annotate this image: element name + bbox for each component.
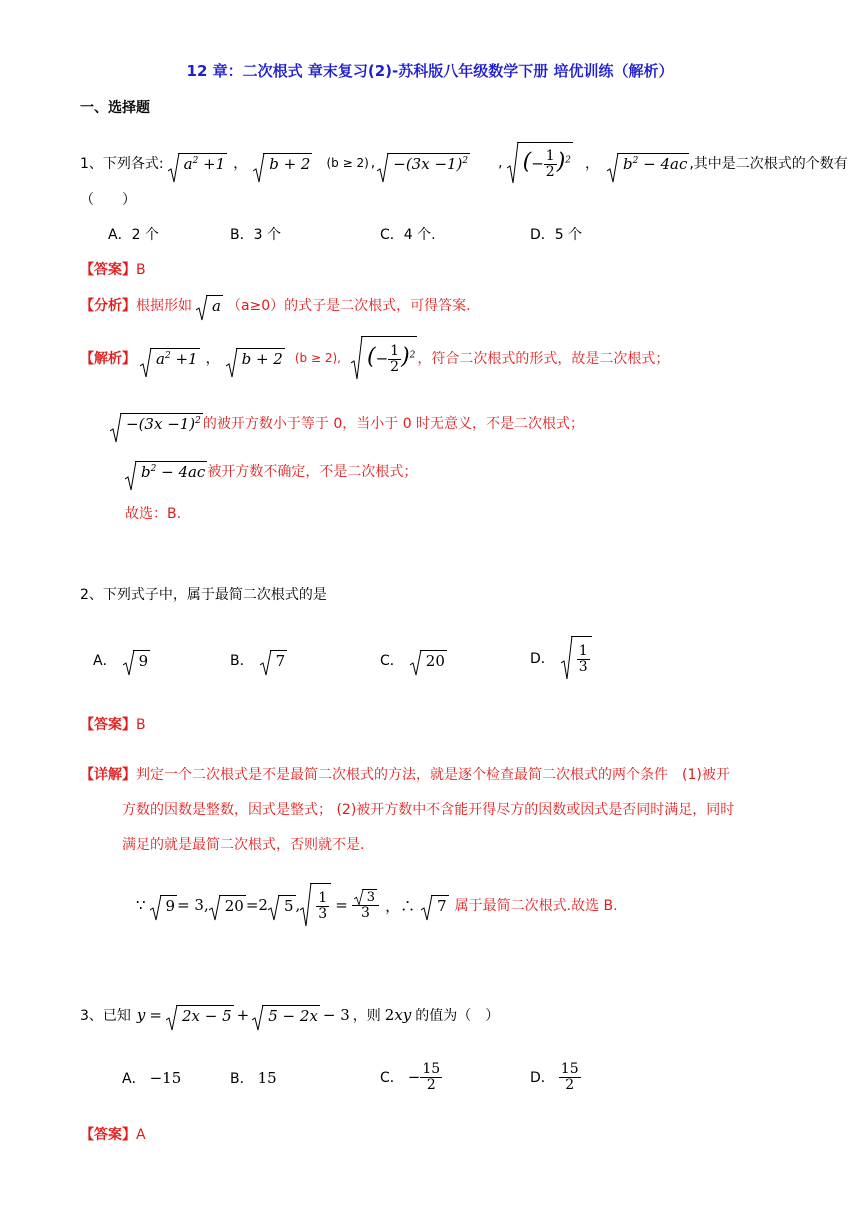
- fraction-15-over-2: $\frac{15}{2}$: [560, 1060, 579, 1093]
- option-label: D．: [530, 651, 555, 667]
- q3-answer: [80, 1124, 146, 1144]
- answer-value: A: [136, 1127, 146, 1143]
- q1-option-d[interactable]: D．5 个: [530, 227, 583, 243]
- solution-cond-b: (b ≥ 2),: [294, 351, 341, 365]
- q3-option-b[interactable]: [230, 1068, 277, 1088]
- sqrt-b2-4ac: $b^2 - 4ac$: [125, 461, 207, 481]
- analysis-tag: 【分析】: [80, 298, 136, 314]
- analysis-text-post: （a≥0）的式子是二次根式，可得答案.: [226, 298, 471, 314]
- sqrt-neg-3x-1-sq: $-(3x -1)^2$: [110, 413, 203, 433]
- option-value: 15: [257, 1069, 277, 1087]
- solution-text-2: 的被开方数小于等于 0，当小于 0 时无意义，不是二次根式；: [202, 416, 585, 432]
- sqrt-5-minus-2x: 5 − 2x: [252, 1005, 320, 1025]
- q1-prefix: 1、下列各式:: [80, 156, 164, 172]
- sqrt-a: a: [196, 295, 223, 315]
- sqrt-5: 5: [268, 895, 296, 915]
- detail-text-1: 判定一个二次根式是不是最简二次根式的方法，就是逐个检查最简二次根式的两个条件 (1)被开: [136, 767, 730, 783]
- answer-value: B: [136, 717, 146, 733]
- sqrt-b-plus-2: b + 2: [226, 348, 285, 368]
- q1-solution-line-3: [125, 458, 417, 484]
- option-label: B．: [230, 1071, 254, 1087]
- q1-solution-line-2: [110, 410, 584, 436]
- q2-option-c[interactable]: [380, 647, 447, 673]
- option-value: −15: [149, 1069, 182, 1087]
- sqrt-9: 9: [150, 895, 178, 915]
- sqrt-neg-half-sq: (− $\frac{1}{2}$ )$^2$: [507, 142, 573, 184]
- q1-solution: 【解析】 $a^2 +1$ ， b + 2 (b ≥ 2), (− $\frac{1}{2}$ )$^2$ ，符合二次根式的形式，故是二次根式；: [80, 336, 669, 380]
- because-symbol: ∵: [136, 896, 146, 914]
- sqrt-one-third: $\frac{1}{3}$: [561, 636, 592, 680]
- sqrt-b2-4ac: $b^2 - 4ac$: [607, 153, 689, 173]
- solution-text-3: 被开方数不确定，不是二次根式；: [207, 464, 418, 480]
- q2-option-a[interactable]: [93, 647, 150, 673]
- q1-cond-b: (b ≥ 2): [326, 156, 369, 170]
- q2-detail-line-2: 方数的因数是整数，因式是整式； (2)被开方数中不含能开得尽方的因数或因式是否同时满足，同时: [122, 802, 735, 818]
- sqrt-a2-plus-1: $a^2 +1$: [168, 153, 228, 173]
- answer-tag: 【答案】: [80, 1127, 136, 1143]
- option-label: C．: [380, 1070, 404, 1086]
- option-label: B．: [230, 653, 254, 669]
- q2-answer: [80, 714, 146, 734]
- q2-detail-line-4: ∵ 9 = 3, 20 =2 5 , $\frac{1}{3}$ = $\frac{3}{3}$ ，∴ 7 属于最简二次根式.故选 B.: [136, 882, 618, 928]
- q3-stem-mid: ，则: [352, 1008, 381, 1024]
- q3-option-c[interactable]: C． − $\frac{15}{2}$: [380, 1060, 441, 1093]
- answer-value: B: [136, 262, 146, 278]
- option-label: A．: [122, 1071, 146, 1087]
- sqrt-a2-plus-1: $a^2 +1$: [140, 348, 200, 368]
- q1-answer: [80, 259, 146, 279]
- sqrt-20: 20: [209, 895, 246, 915]
- sqrt-7: 7: [260, 650, 288, 670]
- sqrt-neg-half-sq: (− $\frac{1}{2}$ )$^2$: [351, 336, 417, 380]
- question-1-stem: 1、下列各式: $a^2 +1$ ， b + 2 (b ≥ 2) , $-(3x -1)^2$ , (− $\frac{1}{2}$ )$^2$ ， $b^2 - 4ac$ ,其中是二次根式的个数有: [80, 142, 848, 184]
- q3-stem-pre: 3、已知: [80, 1008, 131, 1024]
- q3-stem-post: 的值为（ ）: [415, 1008, 500, 1024]
- q3-option-d[interactable]: [530, 1055, 581, 1099]
- solution-line-1: ，符合二次根式的形式，故是二次根式；: [417, 351, 670, 367]
- q1-paren: （ ）: [80, 192, 136, 208]
- detail-tag: 【详解】: [80, 767, 136, 783]
- sqrt-b-plus-2: b + 2: [253, 153, 312, 173]
- question-2-stem: 2、下列式子中，属于最简二次根式的是: [80, 587, 327, 603]
- question-3-stem: 3、已知 y = 2x − 5 + 5 − 2x − 3 ，则 2 xy 的值为（ ）: [80, 1000, 499, 1030]
- detail-text-4: 属于最简二次根式.故选 B.: [454, 898, 618, 914]
- sqrt-7: 7: [421, 895, 449, 915]
- q1-option-c[interactable]: C．4 个.: [380, 227, 436, 243]
- q1-suffix: ,其中是二次根式的个数有: [689, 156, 848, 172]
- option-label: A．: [93, 653, 117, 669]
- sqrt3-over-3: $\frac{3}{3}$: [352, 889, 379, 921]
- section-heading: 一、选择题: [80, 100, 150, 116]
- q2-detail-line-3: 满足的就是最简二次根式，否则就不是.: [122, 837, 365, 853]
- q2-option-d[interactable]: [530, 636, 592, 680]
- sqrt-2x-minus-5: 2x − 5: [166, 1005, 234, 1025]
- q1-solution-line-4: 故选：B.: [125, 506, 182, 522]
- option-label: D．: [530, 1070, 555, 1086]
- sqrt-neg-3x-1-sq: $-(3x -1)^2$: [377, 153, 470, 173]
- q1-option-b[interactable]: B．3 个: [230, 227, 281, 243]
- q2-detail-line-1: [80, 764, 730, 784]
- fraction-15-over-2: $\frac{15}{2}$: [422, 1060, 441, 1093]
- page-title: 12 章：二次根式 章末复习(2)-苏科版八年级数学下册 培优训练（解析）: [186, 62, 674, 80]
- answer-tag: 【答案】: [80, 717, 136, 733]
- solution-tag: 【解析】: [80, 351, 136, 367]
- q1-analysis: [80, 292, 471, 318]
- sqrt-20: 20: [410, 650, 447, 670]
- q1-option-a[interactable]: A．2 个: [108, 227, 159, 243]
- sqrt-9: 9: [123, 650, 151, 670]
- option-label: C．: [380, 653, 404, 669]
- q3-option-a[interactable]: [122, 1068, 181, 1088]
- analysis-text-pre: 根据形如: [136, 298, 192, 314]
- q2-option-b[interactable]: [230, 647, 287, 673]
- sqrt-one-third: $\frac{1}{3}$: [300, 883, 331, 927]
- answer-tag: 【答案】: [80, 262, 136, 278]
